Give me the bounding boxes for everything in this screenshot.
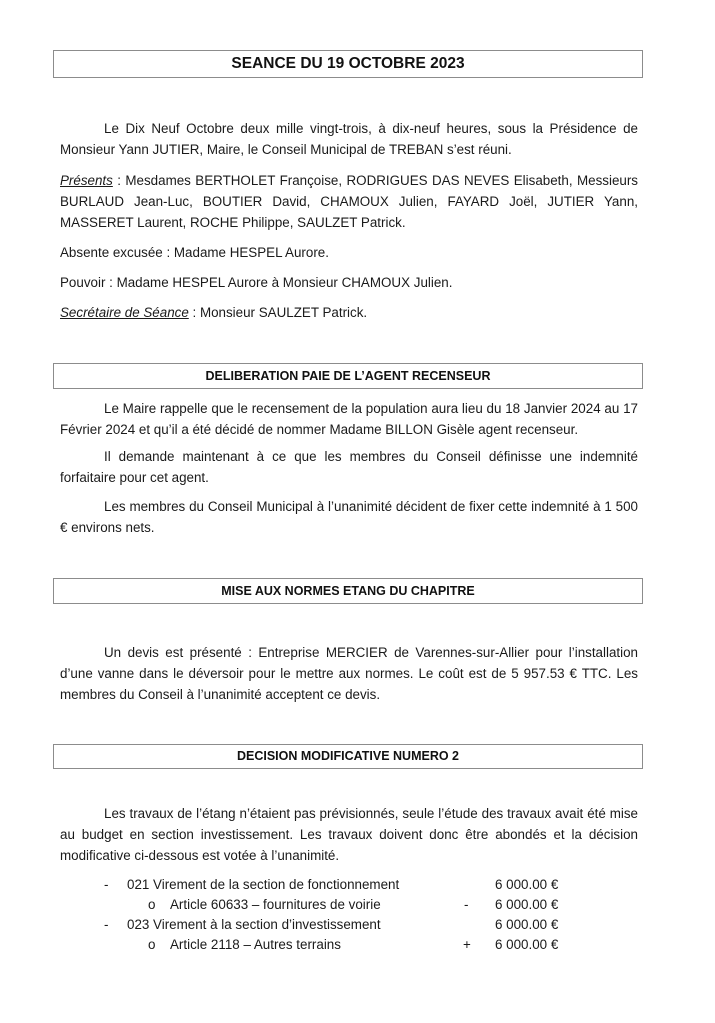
presents-text: : Mesdames BERTHOLET Françoise, RODRIGUES DAS NEVES Elisabeth, Messieurs BURLAUD Jean-Luc, BOUTIER David, CHAMOUX Julien, FAYARD Joël, JUTIER Yann, MASSERET Laurent, ROCHE Philippe, SAULZET Patrick. [60, 173, 638, 230]
budget-line-amount: 6 000.00 € [495, 917, 559, 932]
secretaire-label: Secrétaire de Séance [60, 305, 189, 320]
section-heading-box [53, 578, 643, 604]
section-heading: DELIBERATION PAIE DE L’AGENT RECENSEUR [205, 369, 491, 383]
page-title: SEANCE DU 19 OCTOBRE 2023 [231, 55, 465, 72]
section-heading: DECISION MODIFICATIVE NUMERO 2 [236, 749, 459, 763]
bullet-dash: - [104, 917, 109, 932]
presents-paragraph [60, 170, 638, 233]
section-paragraph: Un devis est présenté : Entreprise MERCIER de Varennes-sur-Allier pour l’installation d’une vanne dans le déversoir pour le mettre aux normes. Le coût est de 5 957.53 € TTC. Les membres du Conseil à l’unanimité acceptent ce devis. [60, 645, 638, 702]
budget-line-label: 021 Virement de la section de fonctionnement [127, 877, 400, 892]
secretaire-text: : Monsieur SAULZET Patrick. [188, 305, 368, 320]
bullet-circle: o [148, 897, 156, 912]
pouvoir-line: Pouvoir : Madame HESPEL Aurore à Monsieur CHAMOUX Julien. [60, 275, 453, 290]
presents-label: Présents [60, 173, 113, 188]
section-paragraph: Le Maire rappelle que le recensement de la population aura lieu du 18 Janvier 2024 au 17 Février 2024 et qu’il a été décidé de nommer Madame BILLON Gisèle agent recenseur. [60, 401, 638, 437]
budget-line-amount: 6 000.00 € [495, 937, 559, 952]
section-paragraph: Il demande maintenant à ce que les membres du Conseil définisse une indemnité forfaitaire pour cet agent. [60, 449, 638, 485]
section-paragraph: Les travaux de l’étang n’étaient pas prévisionnés, seule l’étude des travaux avait été mise au budget en section investissement. Les travaux doivent donc être abondés et la décision modificative ci-dessous est votée à l’unanimité. [60, 806, 638, 863]
budget-line-amount: 6 000.00 € [495, 897, 559, 912]
secretaire-line [60, 302, 638, 323]
section-paragraph: Les membres du Conseil Municipal à l’unanimité décident de fixer cette indemnité à 1 500 € environs nets. [60, 499, 638, 535]
absente-line: Absente excusée : Madame HESPEL Aurore. [60, 245, 329, 260]
budget-line-label: Article 60633 – fournitures de voirie [170, 897, 381, 912]
title-box [53, 50, 643, 78]
bullet-circle: o [148, 937, 156, 952]
section-heading: MISE AUX NORMES ETANG DU CHAPITRE [221, 584, 475, 598]
budget-line-label: 023 Virement à la section d’investissement [127, 917, 381, 932]
budget-line-sign: + [463, 937, 471, 952]
budget-line-sign: - [464, 897, 469, 912]
bullet-dash: - [104, 877, 109, 892]
section-heading-box [53, 744, 643, 769]
intro-paragraph: Le Dix Neuf Octobre deux mille vingt-trois, à dix-neuf heures, sous la Présidence de Monsieur Yann JUTIER, Maire, le Conseil Municipal de TREBAN s’est réuni. [60, 121, 638, 157]
budget-line-amount: 6 000.00 € [495, 877, 559, 892]
budget-line-label: Article 2118 – Autres terrains [170, 937, 341, 952]
section-heading-box [53, 363, 643, 389]
